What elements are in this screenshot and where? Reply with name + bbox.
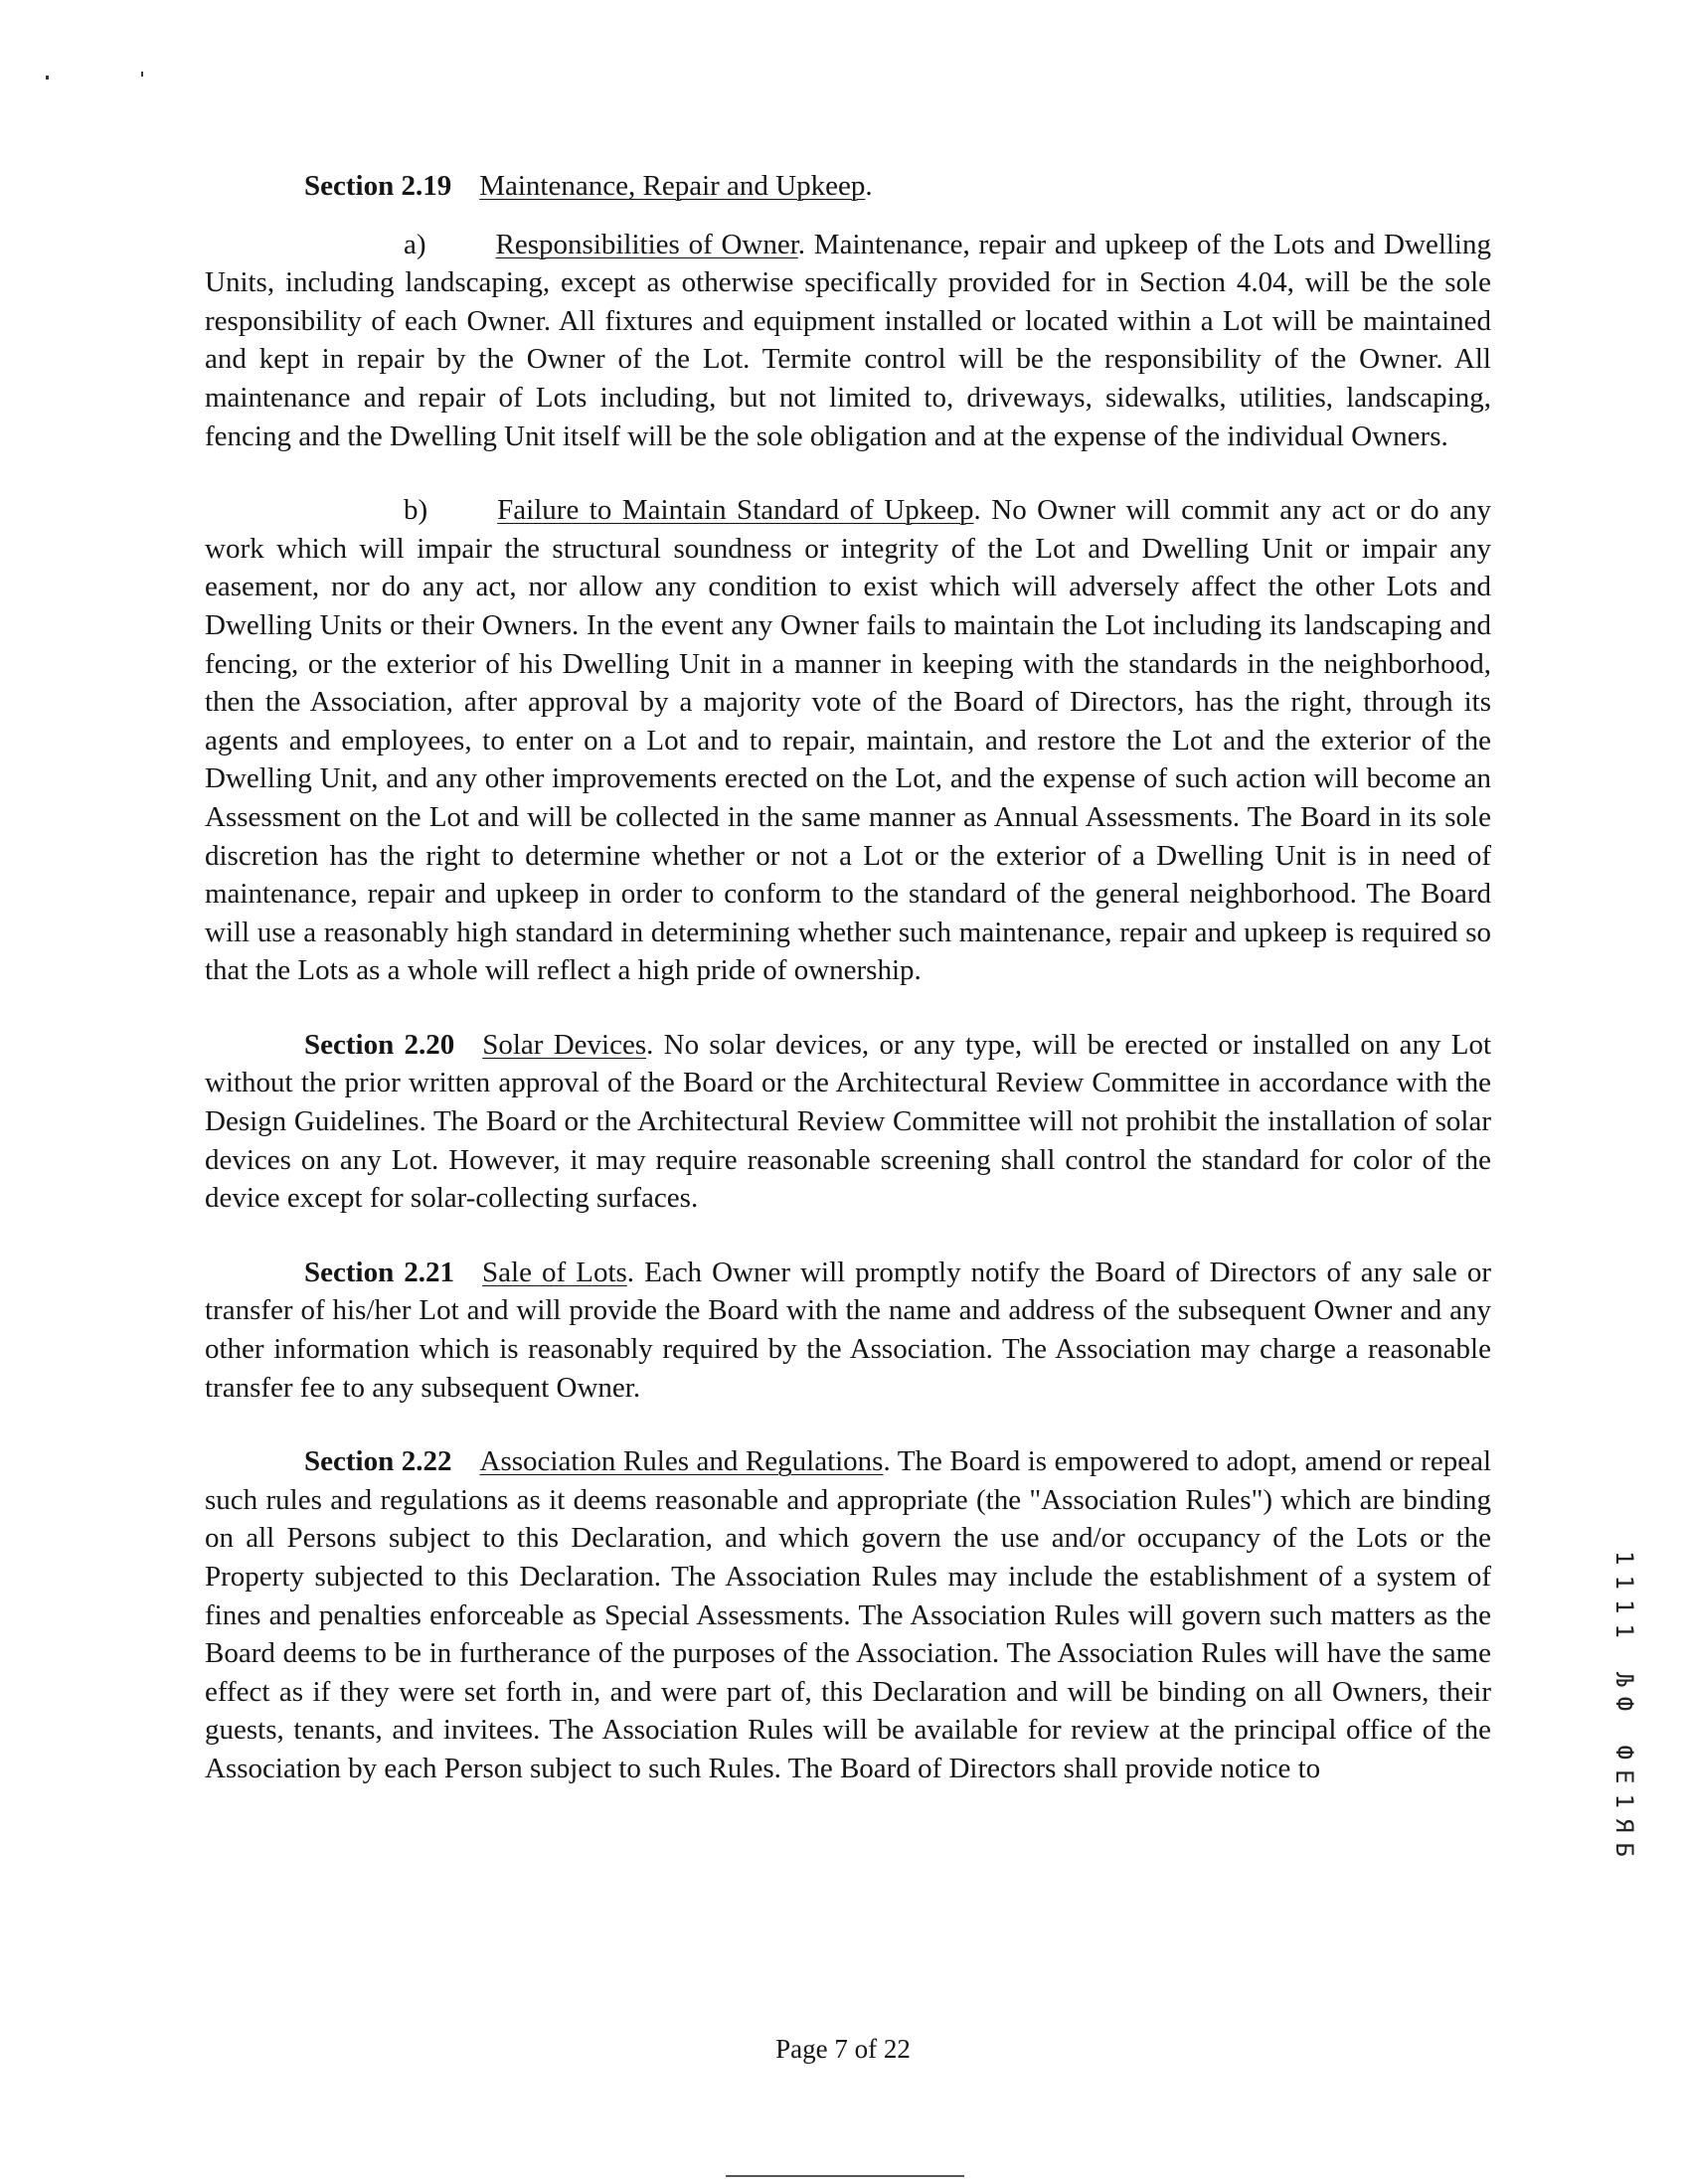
subsection-marker: a) bbox=[404, 228, 426, 260]
section-title: Association Rules and Regulations bbox=[479, 1445, 884, 1478]
section-label: Section 2.22 bbox=[304, 1445, 452, 1478]
subsection-body: . No Owner will commit any act or do any work which will impair the structural soundness or integrity of the Lot and Dwelling Unit or impair any easement, nor do any act, nor allow any condition to exist which will adversely affect the other Lots and Dwelling Units or their Owners. In the event any Owner fails to maintain the Lot including its landscaping and fencing, or the exterior of his Dwelling Unit in a manner in keeping with the standards in the neighborhood, then the Association, after approval by a majority vote of the Board of Directors, has the right, through its agents and employees, to enter on a Lot and to repair, maintain, and restore the Lot and the exterior of the Dwelling Unit, and any other improvements erected on the Lot, and the expense of such action will become an Assessment on the Lot and will be collected in the same manner as Annual Assessments. The Board in its sole discretion has the right to determine whether or not a Lot or the exterior of a Dwelling Unit is in need of maintenance, repair and upkeep in order to conform to the standard of the general neighborhood. The Board will use a reasonably high standard in determining whether such maintenance, repair and upkeep is required so that the Lots as a whole will reflect a high pride of ownership. bbox=[205, 494, 1491, 987]
subsection-title: Failure to Maintain Standard of Upkeep bbox=[497, 494, 974, 527]
section-title: Sale of Lots bbox=[482, 1256, 627, 1288]
scan-speck bbox=[46, 76, 49, 80]
section-title: Solar Devices bbox=[482, 1028, 647, 1061]
section-label: Section 2.19 bbox=[304, 170, 452, 202]
section-label: Section 2.21 bbox=[304, 1256, 455, 1288]
section-2-19-heading bbox=[205, 167, 1491, 206]
section-title-punctuation: . bbox=[865, 170, 873, 202]
subsection-body: . Maintenance, repair and upkeep of the Lots and Dwelling Units, including landscaping, except as otherwise specifically provided for in Section 4.04, will be the sole responsibility of each Owner. All fixtures and equipment installed or located within a Lot will be maintained and kept in repair by the Owner of the Lot. Termite control will be the responsibility of the Owner. All maintenance and repair of Lots including, but not limited to, driveways, sidewalks, utilities, landscaping, fencing and the Dwelling Unit itself will be the sole obligation and at the expense of the individual Owners. bbox=[205, 228, 1491, 452]
document-body bbox=[205, 167, 1491, 1824]
section-2-22 bbox=[205, 1442, 1491, 1787]
section-2-20 bbox=[205, 1026, 1491, 1218]
subsection-2-19-b bbox=[205, 491, 1491, 990]
section-body: . The Board is empowered to adopt, amend or repeal such rules and regulations as it deems reasonable and appropriate (the "Association Rules") which are binding on all Persons subject to this Declaration, and which govern the use and/or occupancy of the Lots or the Property subjected to this Declaration. The Association Rules may include the establishment of a system of fines and penalties enforceable as Special Assessments. The Association Rules will govern such matters as the Board deems to be in furtherance of the purposes of the Association. The Association Rules will have the same effect as if they were set forth in, and were part of, this Declaration and will be binding on all Owners, their guests, tenants, and invitees. The Association Rules will be available for review at the principal office of the Association by each Person subject to such Rules. The Board of Directors shall provide notice to bbox=[205, 1445, 1492, 1784]
section-2-21 bbox=[205, 1254, 1491, 1407]
section-label: Section 2.20 bbox=[304, 1028, 455, 1061]
margin-recording-stamp bbox=[1599, 1551, 1638, 1899]
bottom-edge-line bbox=[726, 2175, 964, 2177]
margin-stamp-text: 1111 ЉФ ФЕ1ЯБ bbox=[1610, 1551, 1638, 1867]
section-body: . No solar devices, or any type, will be erected or installed on any Lot without the prior written approval of the Board or the Architectural Review Committee in accordance with the Design Guidelines. The Board or the Architectural Review Committee will not prohibit the installation of solar devices on any Lot. However, it may require reasonable screening shall control the standard for color of the device except for solar-collecting surfaces. bbox=[205, 1028, 1491, 1215]
section-title: Maintenance, Repair and Upkeep bbox=[479, 170, 866, 202]
section-body: . Each Owner will promptly notify the Board of Directors of any sale or transfer of his/her Lot and will provide the Board with the name and address of the subsequent Owner and any other information which is reasonably required by the Association. The Association may charge a reasonable transfer fee to any subsequent Owner. bbox=[205, 1256, 1491, 1404]
subsection-2-19-a bbox=[205, 226, 1491, 456]
page-number: Page 7 of 22 bbox=[775, 2034, 911, 2064]
subsection-title: Responsibilities of Owner bbox=[495, 228, 798, 260]
scan-speck bbox=[141, 72, 143, 77]
subsection-marker: b) bbox=[404, 494, 428, 527]
